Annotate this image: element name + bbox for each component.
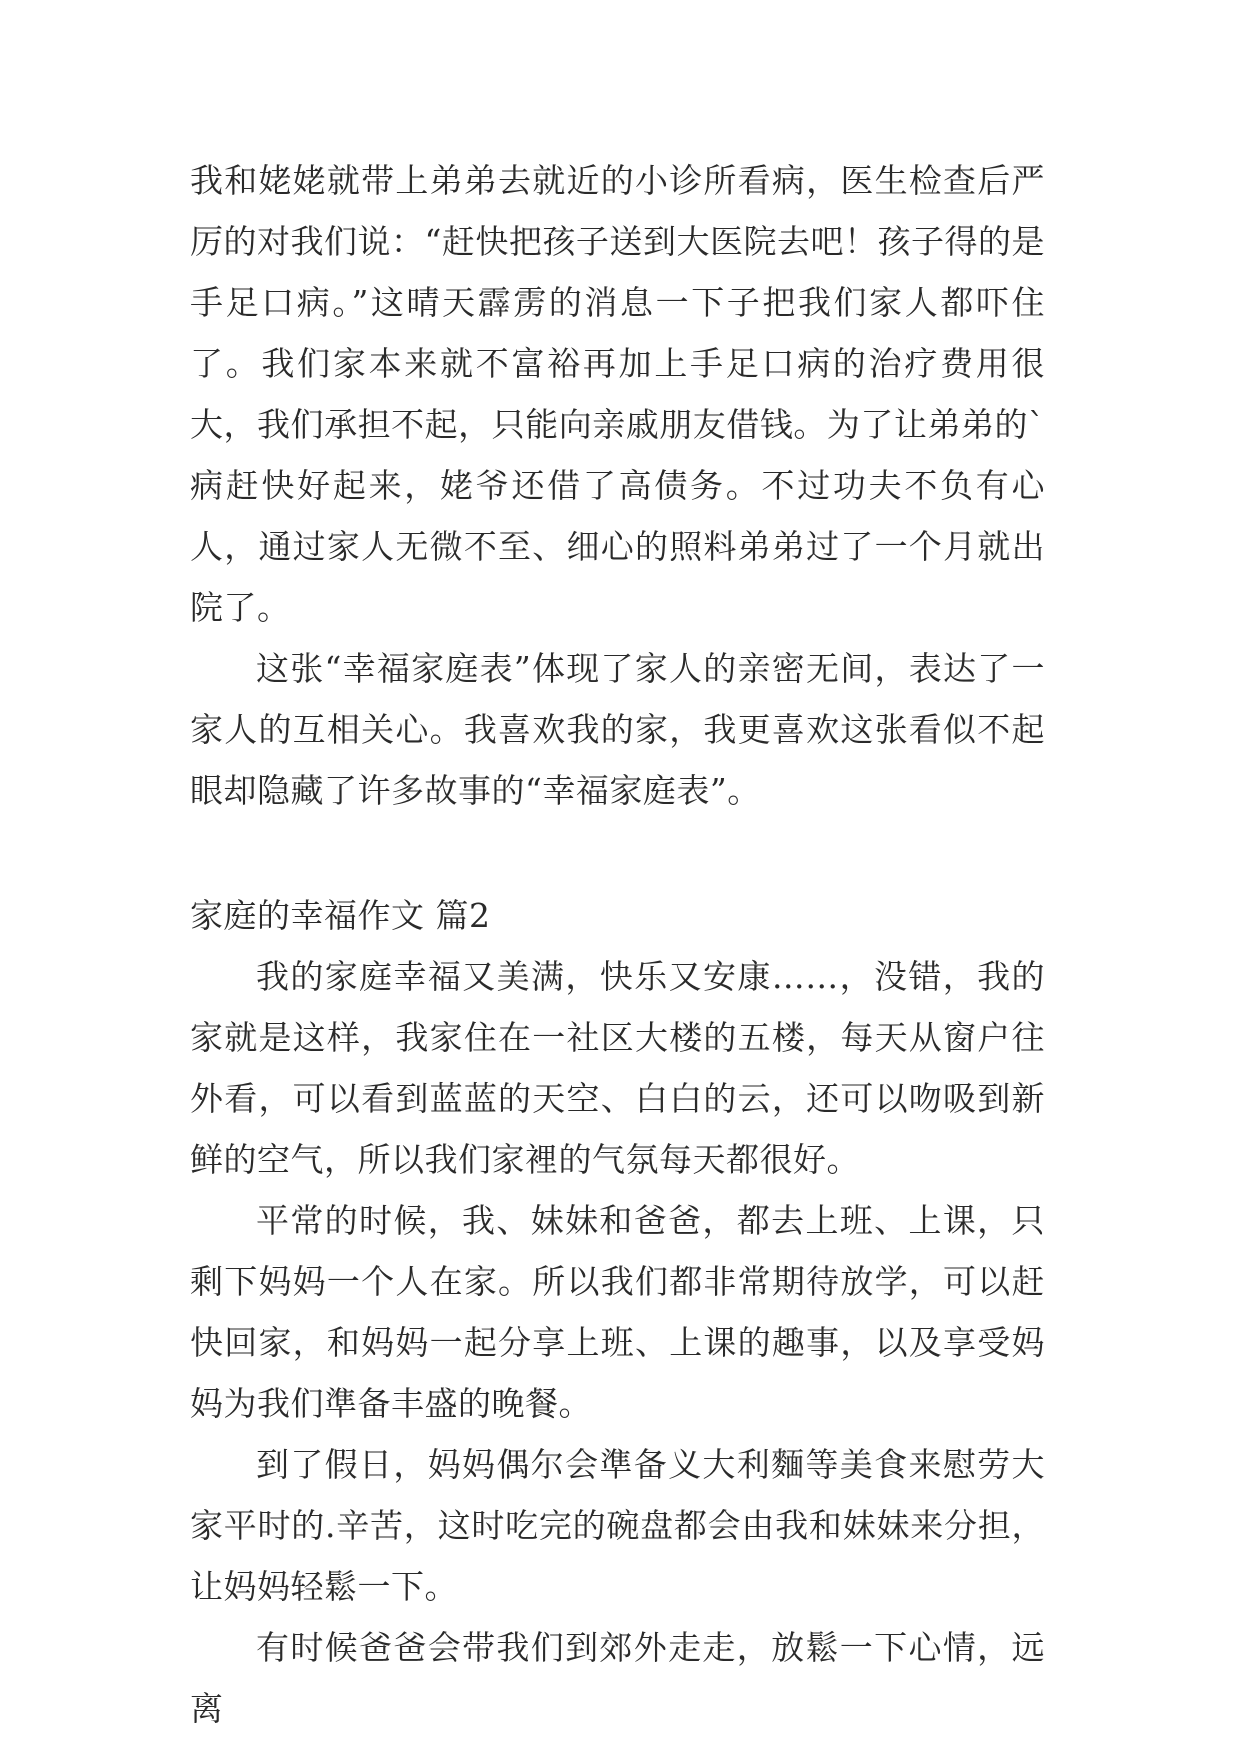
- paragraph-holidays: 到了假日，妈妈偶尔会準备义大利麵等美食来慰劳大家平时的.辛苦，这时吃完的碗盘都会由我和妹妹来分担，让妈妈轻鬆一下。: [190, 1445, 1045, 1606]
- paragraph-family-home: 我的家庭幸福又美满，快乐又安康……，没错，我的家就是这样，我家住在一社区大楼的五楼，每天从窗户往外看，可以看到蓝蓝的天空、白白的云，还可以吻吸到新鲜的空气，所以我们家裡的气氛每天都很好。: [190, 957, 1045, 1179]
- paragraph-daily-routine: 平常的时候，我、妹妹和爸爸，都去上班、上课，只剩下妈妈一个人在家。所以我们都非常期待放学，可以赶快回家，和妈妈一起分享上班、上课的趣事，以及享受妈妈为我们準备丰盛的晚餐。: [190, 1201, 1045, 1423]
- section-heading: 家庭的幸福作文 篇2: [190, 896, 491, 935]
- document-body: [190, 150, 1045, 1739]
- paragraph-outings: 有时候爸爸会带我们到郊外走走，放鬆一下心情，远离: [190, 1628, 1045, 1728]
- paragraph-happy-family-table: 这张“幸福家庭表”体现了家人的亲密无间，表达了一家人的互相关心。我喜欢我的家，我更喜欢这张看似不起眼却隐藏了许多故事的“幸福家庭表”。: [190, 649, 1045, 810]
- paragraph-continuation: 我和姥姥就带上弟弟去就近的小诊所看病，医生检查后严厉的对我们说：“赶快把孩子送到大医院去吧！孩子得的是手足口病。”这晴天霹雳的消息一下子把我们家人都吓住了。我们家本来就不富裕再加上手足口病的治疗费用很大，我们承担不起，只能向亲戚朋友借钱。为了让弟弟的`病赶快好起来，姥爷还借了高债务。不过功夫不负有心人，通过家人无微不至、细心的照料弟弟过了一个月就出院了。: [190, 161, 1045, 627]
